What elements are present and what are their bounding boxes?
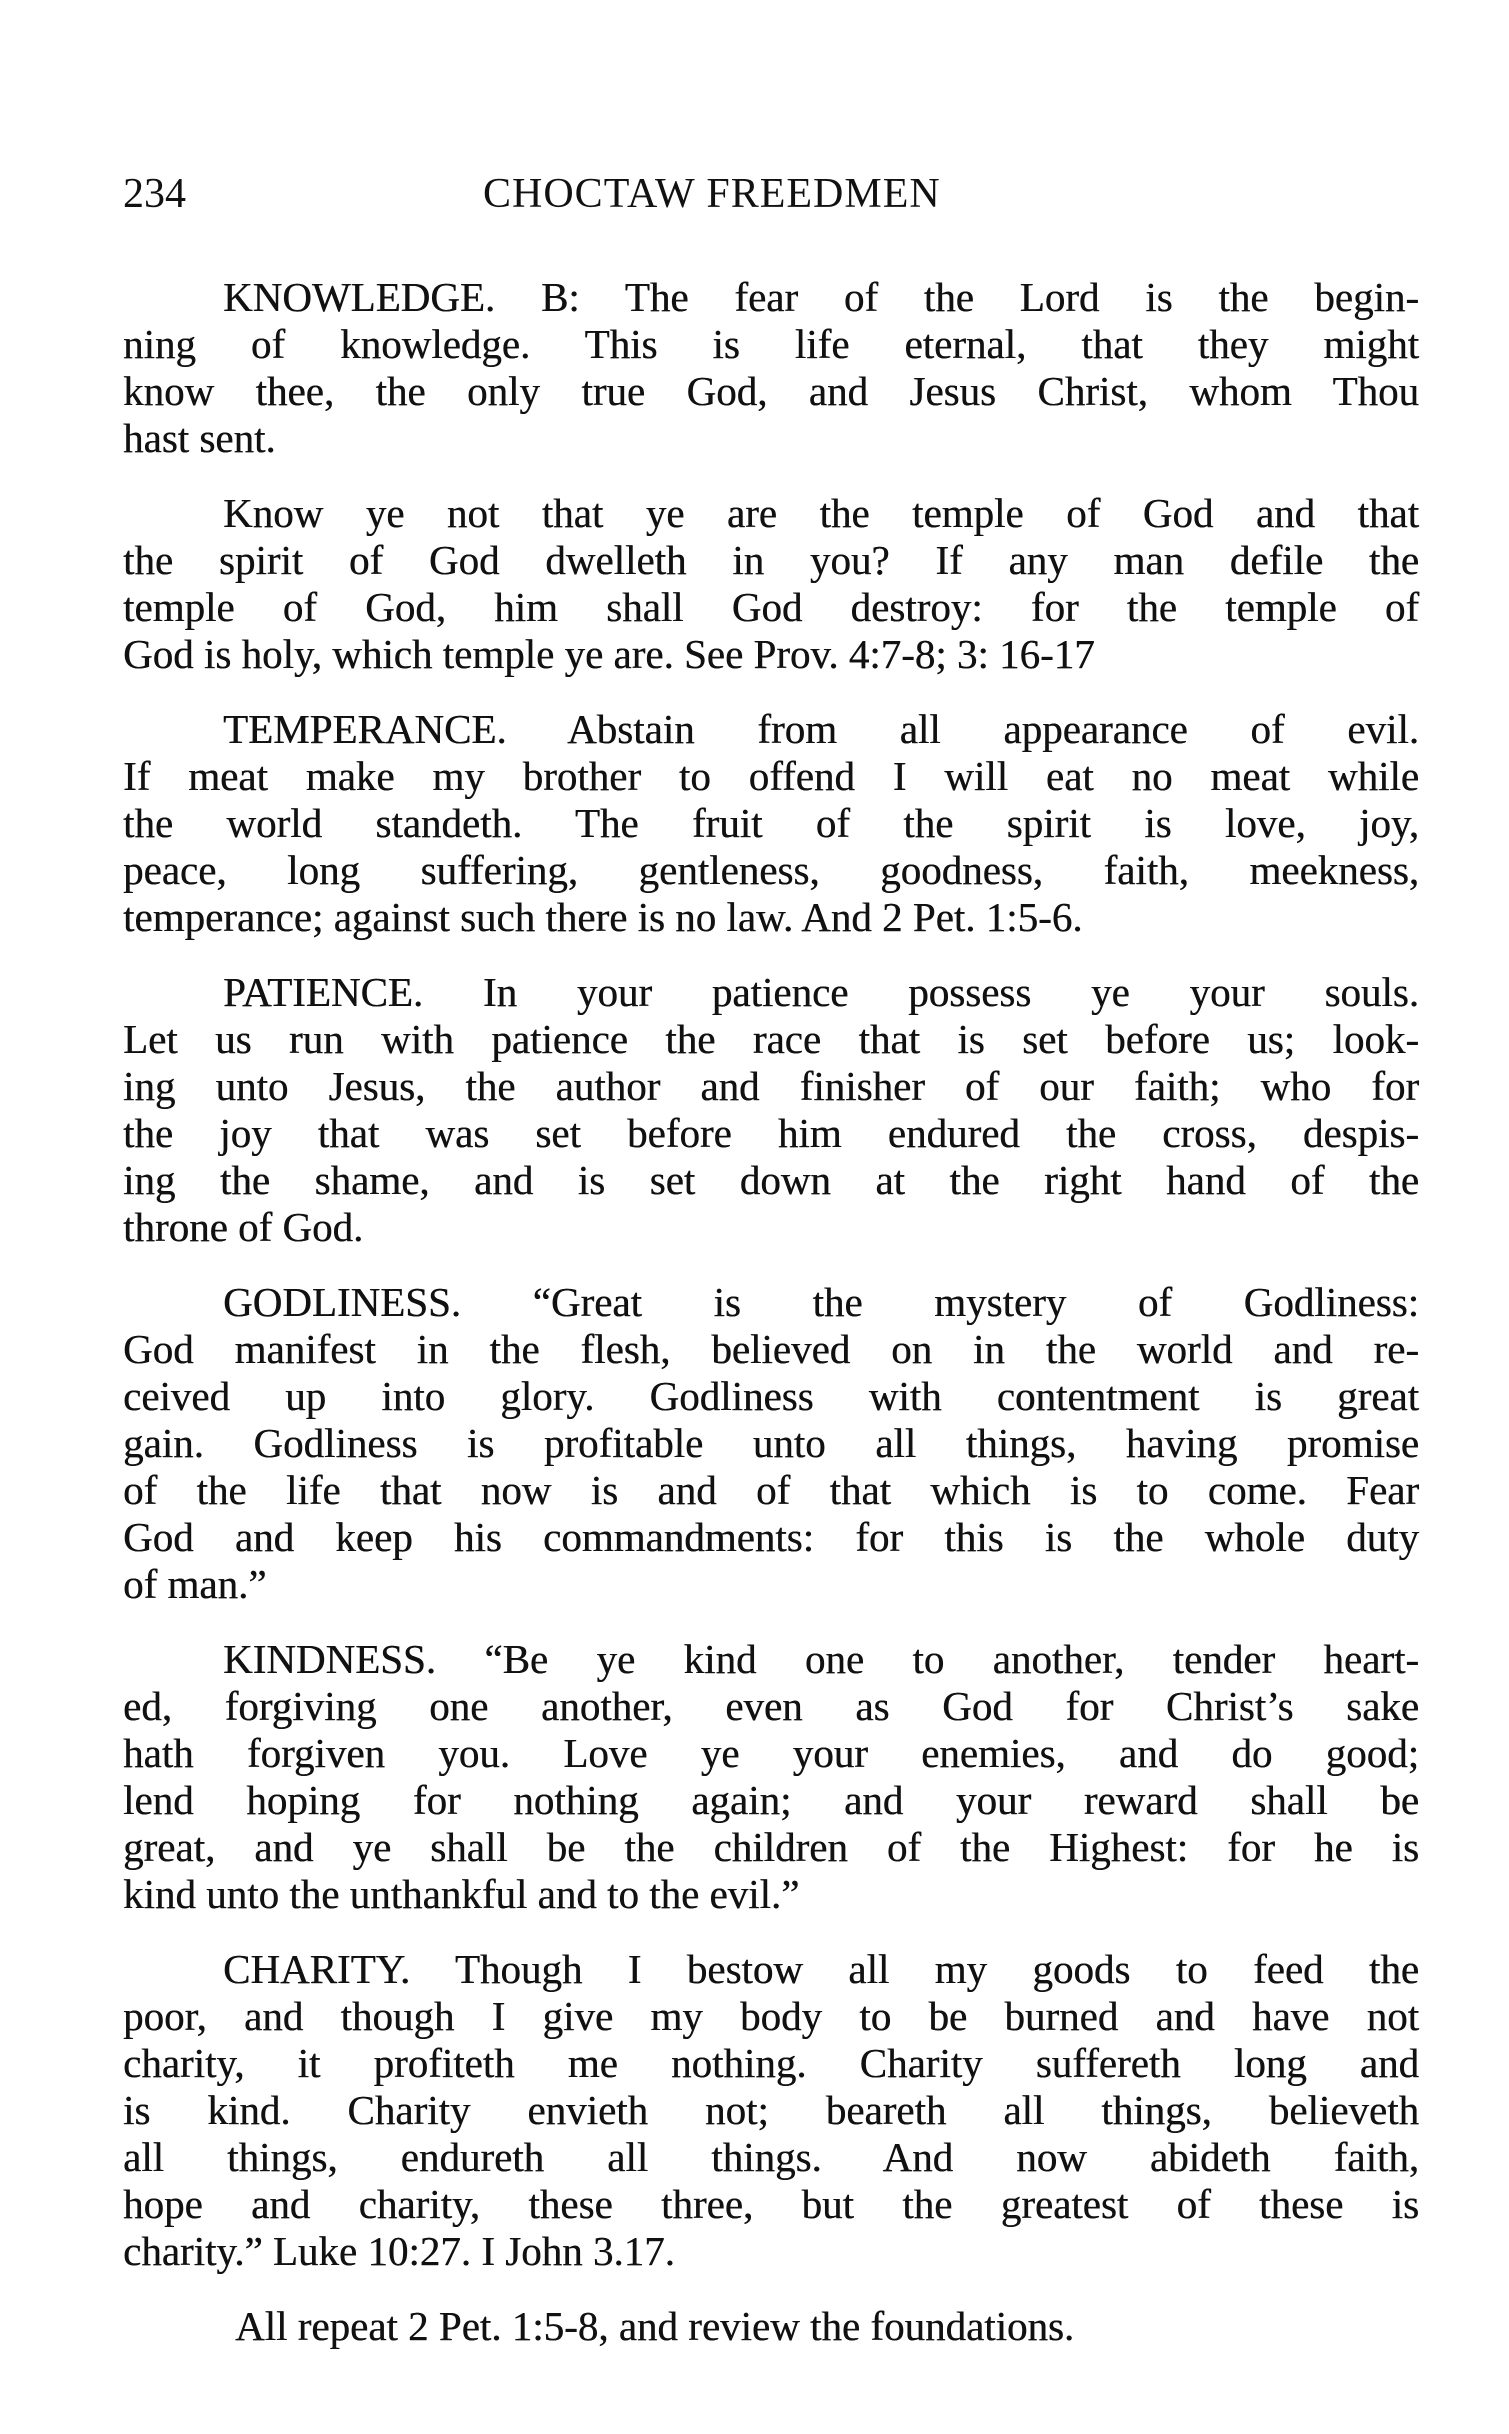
text-line: If meat make my brother to offend I will eat no meat while xyxy=(123,753,1419,799)
text-line: know thee, the only true God, and Jesus Christ, whom Thou xyxy=(123,368,1419,414)
text-line: Know ye not that ye are the temple of God and that xyxy=(223,490,1419,536)
text-line: peace, long suffering, gentleness, goodness, faith, meekness, xyxy=(123,847,1419,893)
text-line: God and keep his commandments: for this is the whole duty xyxy=(123,1514,1419,1560)
text-line: temperance; against such there is no law. And 2 Pet. 1:5-6. xyxy=(123,894,1083,940)
text-line: lend hoping for nothing again; and your reward shall be xyxy=(123,1777,1419,1823)
text-line: hast sent. xyxy=(123,415,276,461)
text-line: of the life that now is and of that which is to come. Fear xyxy=(123,1467,1419,1513)
text-line: GODLINESS. “Great is the mystery of Godliness: xyxy=(223,1279,1419,1325)
closing-instruction: All repeat 2 Pet. 1:5-8, and review the foundations. xyxy=(235,2303,1075,2349)
text-line: temple of God, him shall God destroy: for the temple of xyxy=(123,584,1419,630)
text-line: kind unto the unthankful and to the evil.” xyxy=(123,1871,800,1917)
page-number: 234 xyxy=(123,171,186,217)
text-line: ing unto Jesus, the author and finisher of our faith; who for xyxy=(123,1063,1419,1109)
text-line: KINDNESS. “Be ye kind one to another, tender heart- xyxy=(223,1636,1419,1682)
text-line: hope and charity, these three, but the greatest of these is xyxy=(123,2181,1419,2227)
text-line: TEMPERANCE. Abstain from all appearance of evil. xyxy=(223,706,1419,752)
text-line: ning of knowledge. This is life eternal, that they might xyxy=(123,321,1419,367)
paragraph xyxy=(123,1279,1419,1608)
paragraph xyxy=(123,490,1419,678)
text-line: throne of God. xyxy=(123,1204,364,1250)
page-body xyxy=(123,274,1419,2350)
text-line: PATIENCE. In your patience possess ye your souls. xyxy=(223,969,1419,1015)
text-line: the spirit of God dwelleth in you? If any man defile the xyxy=(123,537,1419,583)
text-line: great, and ye shall be the children of the Highest: for he is xyxy=(123,1824,1419,1870)
text-line: God manifest in the flesh, believed on in the world and re- xyxy=(123,1326,1419,1372)
text-line: hath forgiven you. Love ye your enemies, and do good; xyxy=(123,1730,1419,1776)
text-line: charity, it profiteth me nothing. Charity suffereth long and xyxy=(123,2040,1419,2086)
running-title: CHOCTAW FREEDMEN xyxy=(483,171,941,217)
paragraph xyxy=(123,969,1419,1251)
text-line: poor, and though I give my body to be burned and have not xyxy=(123,1993,1419,2039)
paragraph xyxy=(123,1946,1419,2275)
text-line: charity.” Luke 10:27. I John 3.17. xyxy=(123,2228,675,2274)
text-line: the joy that was set before him endured the cross, despis- xyxy=(123,1110,1419,1156)
text-line: KNOWLEDGE. B: The fear of the Lord is the begin- xyxy=(223,274,1419,320)
text-line: CHARITY. Though I bestow all my goods to feed the xyxy=(223,1946,1419,1992)
text-line: ceived up into glory. Godliness with contentment is great xyxy=(123,1373,1419,1419)
text-line: God is holy, which temple ye are. See Prov. 4:7-8; 3: 16-17 xyxy=(123,631,1095,677)
paragraph xyxy=(123,274,1419,462)
text-line: gain. Godliness is profitable unto all things, having promise xyxy=(123,1420,1419,1466)
text-line: all things, endureth all things. And now abideth faith, xyxy=(123,2134,1419,2180)
text-line: Let us run with patience the race that is set before us; look- xyxy=(123,1016,1419,1062)
paragraph xyxy=(123,1636,1419,1918)
text-line: the world standeth. The fruit of the spirit is love, joy, xyxy=(123,800,1419,846)
text-line: of man.” xyxy=(123,1561,267,1607)
paragraph xyxy=(123,706,1419,941)
text-line: ed, forgiving one another, even as God for Christ’s sake xyxy=(123,1683,1419,1729)
text-line: ing the shame, and is set down at the right hand of the xyxy=(123,1157,1419,1203)
text-line: is kind. Charity envieth not; beareth all things, believeth xyxy=(123,2087,1419,2133)
